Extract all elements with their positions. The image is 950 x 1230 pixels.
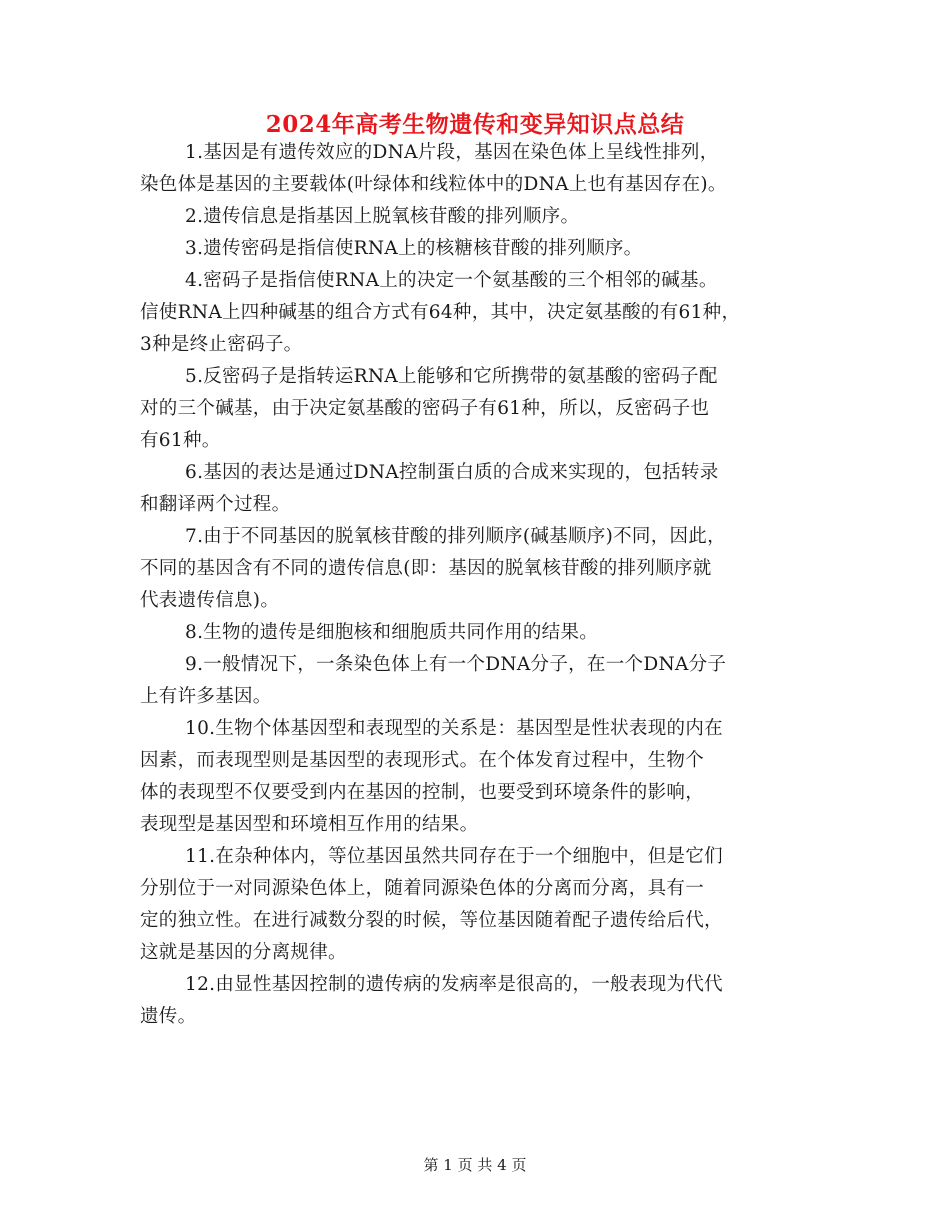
text-line: 3种是终止密码子。 [140, 334, 303, 355]
document-body [140, 137, 830, 1033]
text-line: 不同的基因含有不同的遗传信息(即：基因的脱氧核苷酸的排列顺序就 [140, 558, 712, 579]
text-line: 6.基因的表达是通过DNA控制蛋白质的合成来实现的，包括转录 [185, 462, 719, 483]
text-line: 分别位于一对同源染色体上，随着同源染色体的分离而分离，具有一 [140, 878, 705, 899]
text-line: 遗传。 [140, 1006, 197, 1027]
text-line: 定的独立性。在进行减数分裂的时候，等位基因随着配子遗传给后代， [140, 910, 723, 931]
text-line: 3.遗传密码是指信使RNA上的核糖核苷酸的排列顺序。 [185, 238, 643, 259]
text-line: 体的表现型不仅要受到内在基因的控制，也要受到环境条件的影响， [140, 782, 705, 803]
text-line: 表现型是基因型和环境相互作用的结果。 [140, 814, 479, 835]
text-line: 这就是基因的分离规律。 [140, 942, 347, 963]
text-line: 上有许多基因。 [140, 686, 272, 707]
text-line: 有61种。 [140, 430, 221, 451]
page-title: 2024年高考生物遗传和变异知识点总结 [265, 111, 685, 138]
text-line: 8.生物的遗传是细胞核和细胞质共同作用的结果。 [185, 622, 599, 643]
text-line: 11.在杂种体内，等位基因虽然共同存在于一个细胞中，但是它们 [185, 846, 723, 867]
text-line: 5.反密码子是指转运RNA上能够和它所携带的氨基酸的密码子配 [185, 366, 718, 387]
text-line: 4.密码子是指信使RNA上的决定一个氨基酸的三个相邻的碱基。 [185, 270, 718, 291]
text-line: 2.遗传信息是指基因上脱氧核苷酸的排列顺序。 [185, 206, 580, 227]
text-line: 10.生物个体基因型和表现型的关系是：基因型是性状表现的内在 [185, 718, 723, 739]
text-line: 对的三个碱基，由于决定氨基酸的密码子有61种，所以，反密码子也 [140, 398, 710, 419]
text-line: 代表遗传信息)。 [140, 590, 280, 611]
text-line: 和翻译两个过程。 [140, 494, 291, 515]
text-line: 因素，而表现型则是基因型的表现形式。在个体发育过程中，生物个 [140, 750, 705, 771]
text-line: 12.由显性基因控制的遗传病的发病率是很高的，一般表现为代代 [185, 974, 723, 995]
text-line: 9.一般情况下，一条染色体上有一个DNA分子，在一个DNA分子 [185, 654, 727, 675]
text-line: 染色体是基因的主要载体(叶绿体和线粒体中的DNA上也有基因存在)。 [140, 174, 727, 195]
text-line: 1.基因是有遗传效应的DNA片段，基因在染色体上呈线性排列， [185, 142, 719, 163]
text-line: 7.由于不同基因的脱氧核苷酸的排列顺序(碱基顺序)不同，因此， [185, 526, 726, 547]
page-number-footer: 第 1 页 共 4 页 [423, 1156, 527, 1174]
text-line: 信使RNA上四种碱基的组合方式有64种，其中，决定氨基酸的有61种， [140, 302, 741, 323]
